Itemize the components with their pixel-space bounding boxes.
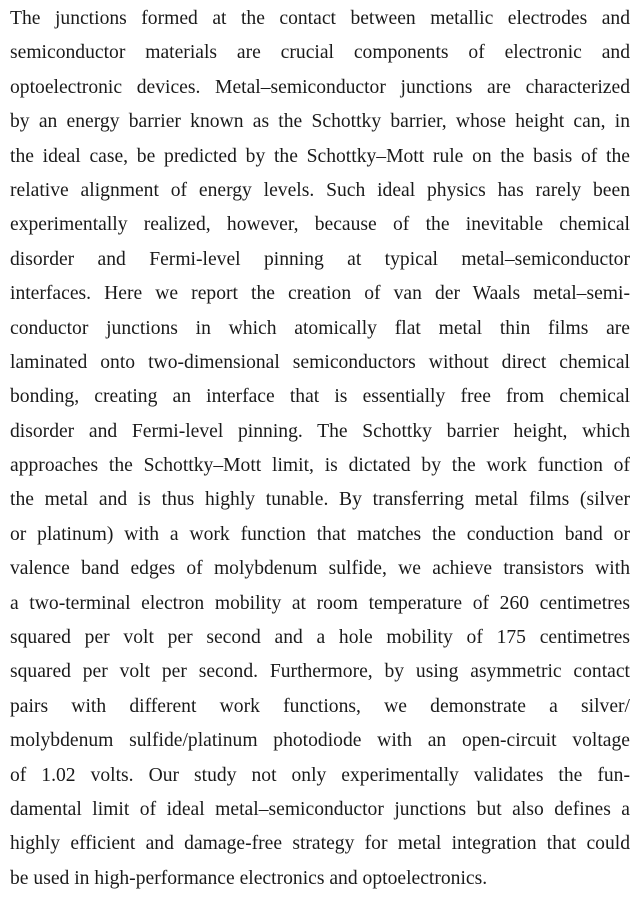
- text-line: molybdenum sulfide/platinum photodiode with an open-circuit voltage: [10, 730, 630, 752]
- text-line: by an energy barrier known as the Schottky barrier, whose height can, in: [10, 111, 630, 133]
- text-line: The junctions formed at the contact between metallic electrodes and: [10, 8, 630, 29]
- text-line: interfaces. Here we report the creation of van der Waals metal–semi-: [10, 283, 630, 305]
- text-line: pairs with different work functions, we demonstrate a silver/: [10, 695, 630, 717]
- text-line: bonding, creating an interface that is essentially free from chemical: [10, 386, 630, 408]
- text-line: optoelectronic devices. Metal–semiconductor junctions are characterized: [10, 76, 630, 98]
- text-line: approaches the Schottky–Mott limit, is dictated by the work function of: [10, 455, 630, 477]
- text-line: laminated onto two-dimensional semiconductors without direct chemical: [10, 351, 630, 373]
- text-line: valence band edges of molybdenum sulfide, we achieve transistors with: [10, 558, 630, 580]
- text-line: relative alignment of energy levels. Such ideal physics has rarely been: [10, 179, 630, 201]
- text-line: damental limit of ideal metal–semiconductor junctions but also defines a: [10, 798, 630, 820]
- text-line: of 1.02 volts. Our study not only experimentally validates the fun-: [10, 764, 630, 786]
- text-line: a two-terminal electron mobility at room temperature of 260 centimetres: [10, 592, 630, 614]
- text-line: squared per volt per second and a hole mobility of 175 centimetres: [10, 627, 630, 649]
- text-line: highly efficient and damage-free strategy for metal integration that could: [10, 833, 630, 855]
- text-line: or platinum) with a work function that matches the conduction band or: [10, 523, 630, 545]
- text-line: squared per volt per second. Furthermore, by using asymmetric contact: [10, 661, 630, 683]
- text-line: semiconductor materials are crucial components of electronic and: [10, 42, 630, 64]
- text-line: disorder and Fermi-level pinning. The Schottky barrier height, which: [10, 420, 630, 442]
- text-line: experimentally realized, however, because of the inevitable chemical: [10, 214, 630, 236]
- text-line-last: be used in high-performance electronics and optoelectronics.: [10, 867, 488, 889]
- text-line: the ideal case, be predicted by the Schottky–Mott rule on the basis of the: [10, 145, 630, 167]
- abstract-paragraph: [10, 2, 630, 896]
- text-line: conductor junctions in which atomically flat metal thin films are: [10, 317, 630, 339]
- text-line: the metal and is thus highly tunable. By transferring metal films (silver: [10, 489, 630, 511]
- text-line: disorder and Fermi-level pinning at typical metal–semiconductor: [10, 248, 630, 270]
